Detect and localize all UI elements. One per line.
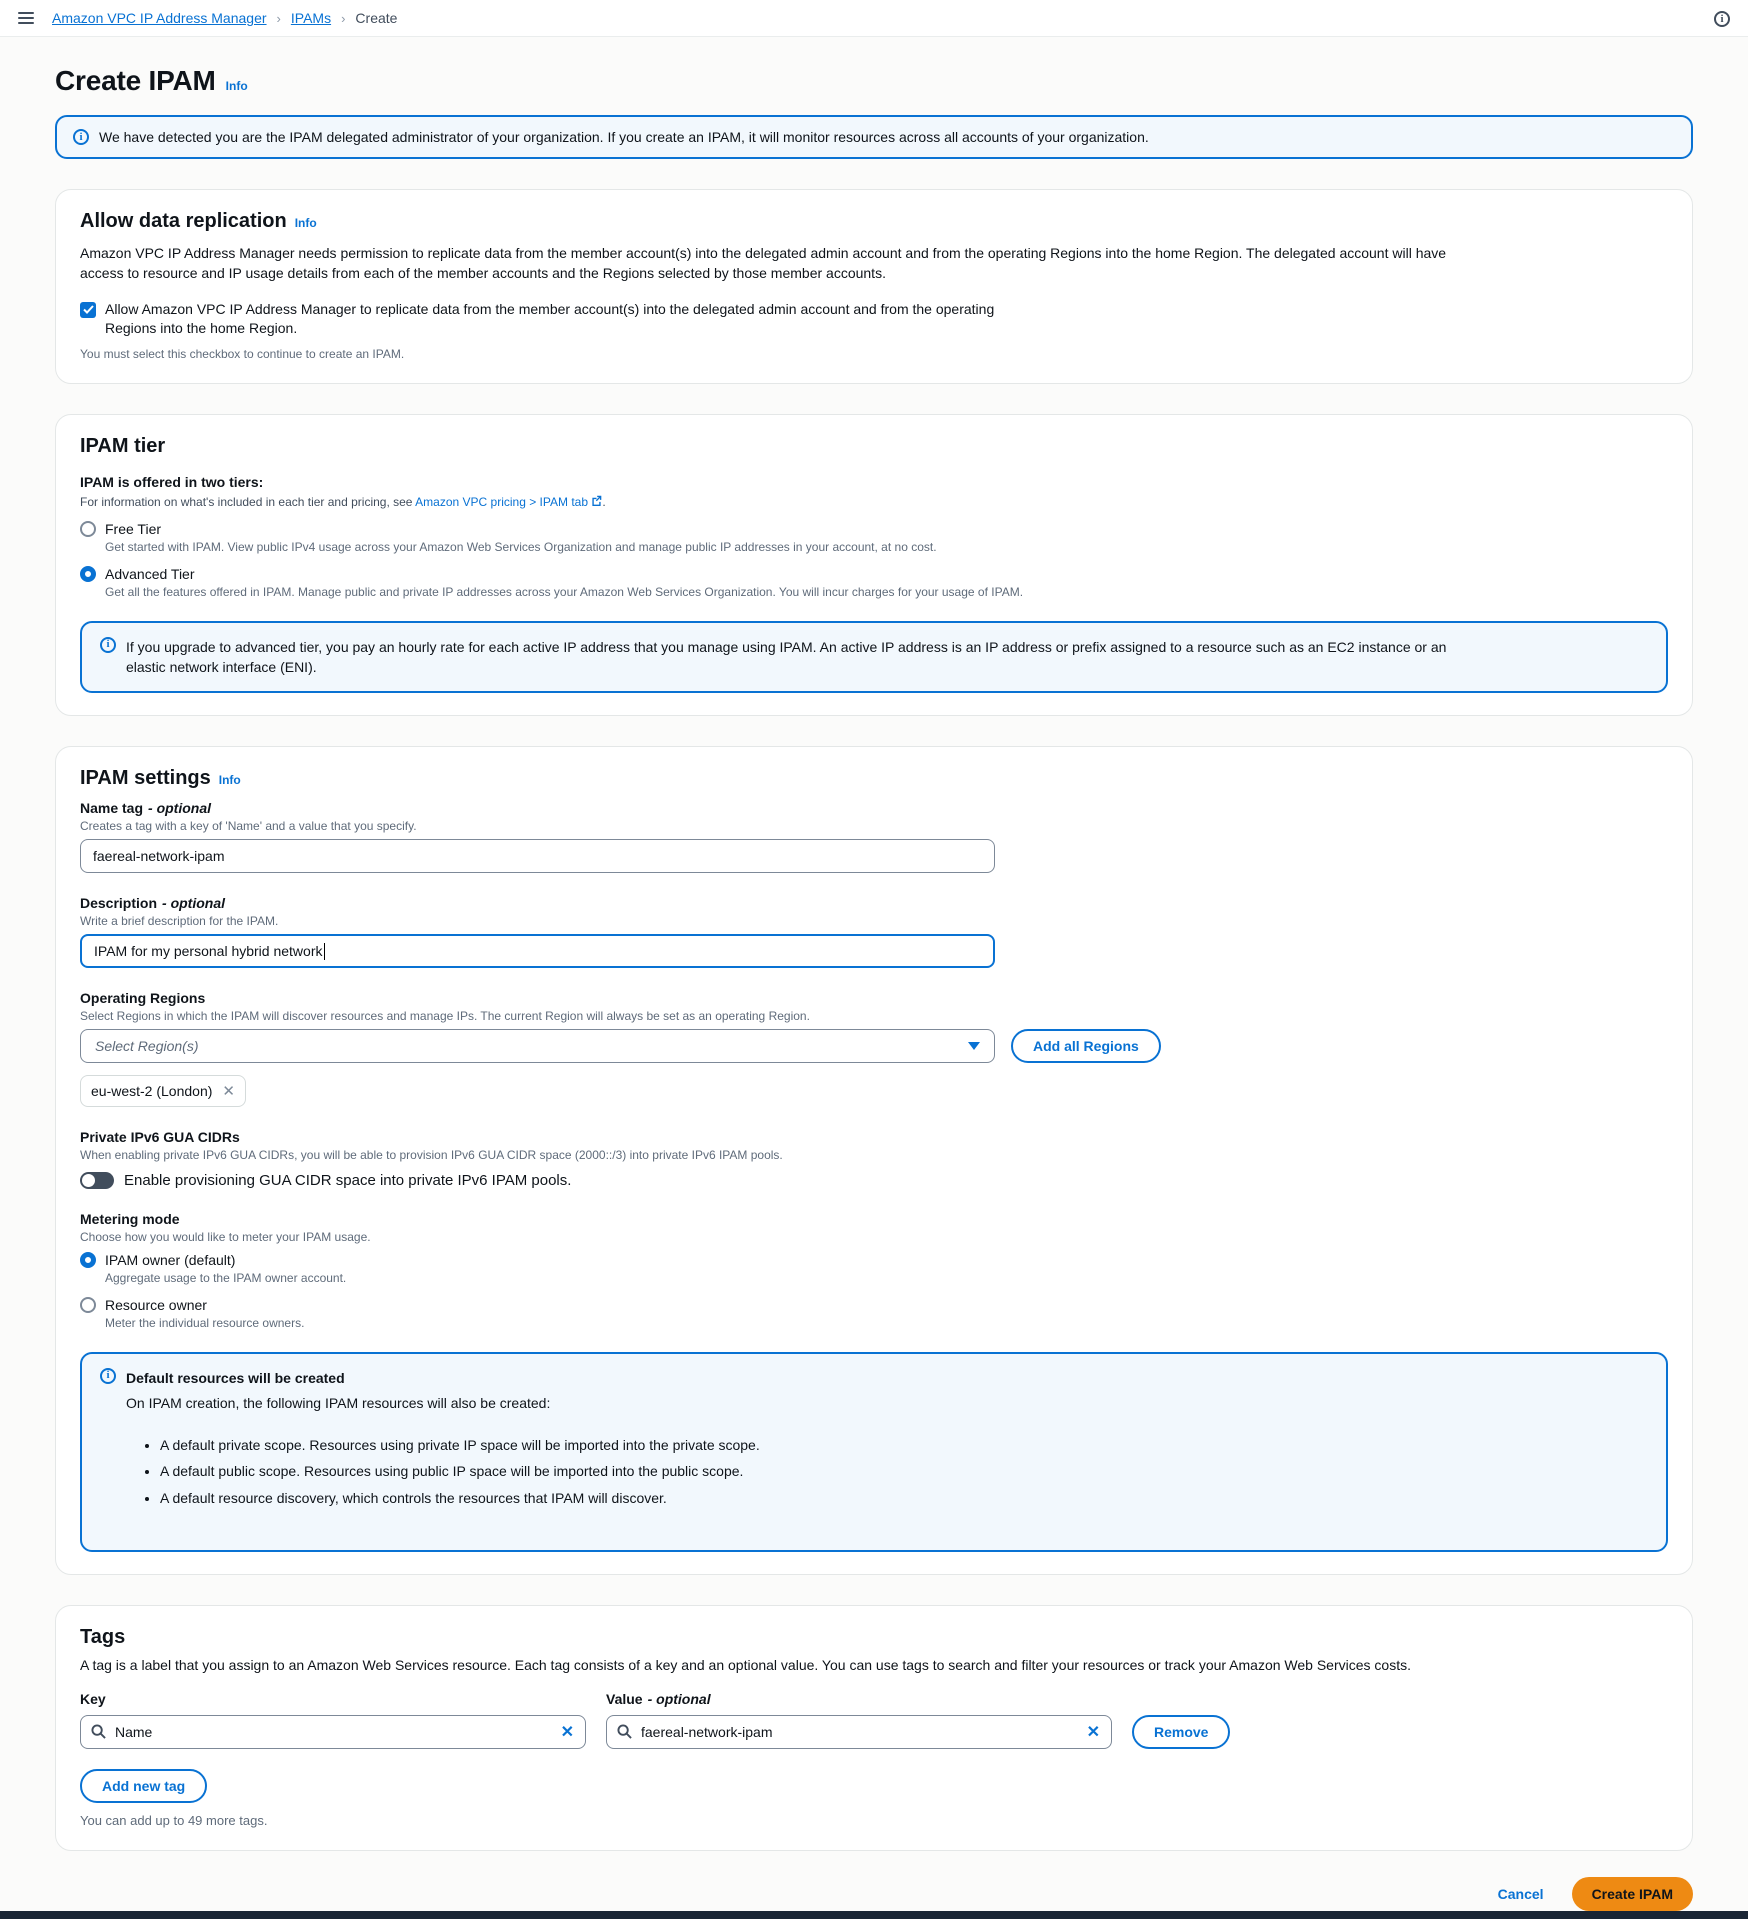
- tag-key-input[interactable]: [80, 1715, 586, 1749]
- ipam-settings-card: [55, 746, 1693, 1574]
- region-select-placeholder: Select Region(s): [95, 1038, 199, 1055]
- replication-heading: Allow data replication: [80, 210, 287, 232]
- tag-limit-text: You can add up to 49 more tags.: [80, 1813, 268, 1829]
- breadcrumb-link-ipam-service[interactable]: Amazon VPC IP Address Manager: [52, 10, 267, 26]
- clear-key-icon[interactable]: ✕: [560, 1724, 574, 1742]
- name-tag-label: Name tag: [80, 800, 144, 817]
- description-help: Write a brief description for the IPAM.: [80, 914, 279, 929]
- create-ipam-button[interactable]: Create IPAM: [1572, 1877, 1693, 1911]
- description-label: Description: [80, 895, 158, 912]
- allow-data-replication-card: [55, 189, 1693, 384]
- resource-owner-description: Meter the individual resource owners.: [105, 1316, 305, 1331]
- info-icon[interactable]: i: [1714, 11, 1730, 27]
- advanced-tier-radio[interactable]: [80, 566, 96, 582]
- replication-description: Amazon VPC IP Address Manager needs permission to replicate data from the member account(s) into the delegated admin account and from the operating Regions into the home Region. The delegated account will have access to resource and IP usage details from each of the member accounts and the Regions selected by those member accounts.: [80, 245, 1447, 282]
- search-icon: [617, 1724, 632, 1739]
- description-value: IPAM for my personal hybrid network: [94, 943, 323, 960]
- tag-key-label: Key: [80, 1691, 106, 1708]
- tier-pricing-suffix: .: [602, 494, 606, 509]
- bottom-bar: [0, 1911, 1748, 1919]
- add-new-tag-button[interactable]: Add new tag: [80, 1769, 207, 1803]
- operating-regions-description: Select Regions in which the IPAM will discover resources and manage IPs. The current Region will always be set as an operating Region.: [80, 1009, 810, 1024]
- replication-info-link[interactable]: Info: [294, 216, 317, 230]
- tags-description: A tag is a label that you assign to an Amazon Web Services resource. Each tag consists of a key and an optional value. You can use tags to search and filter your resources or track your Amazon Web Services costs.: [80, 1656, 1411, 1673]
- resource-owner-radio[interactable]: [80, 1297, 96, 1313]
- ipam-owner-description: Aggregate usage to the IPAM owner account.: [105, 1271, 347, 1286]
- info-icon: i: [73, 129, 89, 145]
- advanced-tier-description: Get all the features offered in IPAM. Manage public and private IP addresses across your Amazon Web Services Organization. You will incur charges for your usage of IPAM.: [105, 584, 1024, 599]
- delegated-admin-banner: [55, 115, 1693, 159]
- text-caret: [324, 943, 326, 960]
- ipam-owner-label[interactable]: IPAM owner (default): [105, 1252, 236, 1269]
- ipam-tier-card: [55, 414, 1693, 717]
- name-tag-optional: - optional: [148, 800, 212, 817]
- remove-region-icon[interactable]: ✕: [222, 1082, 235, 1100]
- replication-checkbox[interactable]: [80, 302, 96, 318]
- gua-label: Private IPv6 GUA CIDRs: [80, 1129, 240, 1146]
- free-tier-description: Get started with IPAM. View public IPv4 usage across your Amazon Web Services Organization and manage public IP addresses in your account, at no cost.: [105, 539, 937, 554]
- tier-pricing-prefix: For information on what's included in each tier and pricing, see: [80, 494, 416, 509]
- search-icon: [91, 1724, 106, 1739]
- banner-text: We have detected you are the IPAM delegated administrator of your organization. If you create an IPAM, it will monitor resources across all accounts of your organization.: [99, 129, 1149, 145]
- tag-value-label: Value: [606, 1691, 643, 1708]
- replication-checkbox-label[interactable]: Allow Amazon VPC IP Address Manager to replicate data from the member account(s) into the delegated admin account and from the operating Regions into the home Region.: [105, 300, 995, 337]
- region-select[interactable]: [80, 1029, 995, 1063]
- metering-mode-label: Metering mode: [80, 1211, 180, 1228]
- chevron-down-icon: [968, 1042, 980, 1050]
- default-resources-alert: [80, 1352, 1668, 1551]
- default-resources-item: • A default private scope. Resources using private IP space will be imported into the private scope.: [160, 1435, 760, 1455]
- top-navigation-bar: [0, 0, 1748, 37]
- region-token: [80, 1075, 246, 1107]
- ipam-owner-radio[interactable]: [80, 1252, 96, 1268]
- tier-heading: IPAM tier: [80, 434, 166, 457]
- advanced-tier-alert-text: If you upgrade to advanced tier, you pay an hourly rate for each active IP address that you manage using IPAM. An active IP address is an IP address or prefix assigned to a resource such as an EC2 instance or an elastic network interface (ENI).: [126, 638, 1447, 676]
- name-tag-description: Creates a tag with a key of 'Name' and a value that you specify.: [80, 819, 417, 834]
- settings-heading: IPAM settings: [80, 767, 211, 790]
- metering-mode-description: Choose how you would like to meter your IPAM usage.: [80, 1230, 371, 1245]
- tags-heading: Tags: [80, 1625, 126, 1648]
- advanced-tier-label[interactable]: Advanced Tier: [105, 565, 195, 582]
- form-actions: [0, 1851, 1748, 1911]
- name-tag-input[interactable]: [80, 839, 995, 873]
- info-icon: i: [100, 637, 116, 653]
- default-resources-item: • A default resource discovery, which controls the resources that IPAM will discover.: [160, 1488, 760, 1508]
- clear-value-icon[interactable]: ✕: [1086, 1724, 1100, 1742]
- default-resources-alert-title: Default resources will be created: [126, 1370, 345, 1387]
- region-token-label: eu-west-2 (London): [91, 1083, 213, 1100]
- default-resources-alert-intro: On IPAM creation, the following IPAM resources will also be created:: [126, 1394, 551, 1411]
- cancel-button[interactable]: Cancel: [1497, 1886, 1544, 1903]
- gua-toggle-label[interactable]: Enable provisioning GUA CIDR space into private IPv6 IPAM pools.: [124, 1172, 572, 1190]
- advanced-tier-pricing-alert: [80, 621, 1668, 694]
- vpc-pricing-link[interactable]: Amazon VPC pricing > IPAM tab: [415, 494, 589, 509]
- tags-card: [55, 1605, 1693, 1851]
- tier-pricing-line: [80, 495, 1668, 509]
- page-info-link[interactable]: Info: [225, 79, 248, 93]
- replication-constraint-text: You must select this checkbox to continue to create an IPAM.: [80, 346, 405, 361]
- default-resources-list: [160, 1435, 760, 1508]
- breadcrumb-separator-icon: ›: [276, 10, 281, 26]
- breadcrumb-current-create: Create: [355, 10, 398, 26]
- external-link-icon: [591, 495, 602, 506]
- breadcrumb: [52, 10, 397, 26]
- free-tier-radio[interactable]: [80, 521, 96, 537]
- tag-value-optional: - optional: [647, 1691, 711, 1708]
- operating-regions-label: Operating Regions: [80, 990, 206, 1007]
- gua-toggle[interactable]: [80, 1172, 114, 1189]
- info-icon: i: [100, 1368, 116, 1384]
- breadcrumb-link-ipams[interactable]: IPAMs: [290, 10, 332, 26]
- breadcrumb-separator-icon: ›: [341, 10, 346, 26]
- page-title: Create IPAM: [55, 65, 216, 96]
- free-tier-label[interactable]: Free Tier: [105, 520, 162, 537]
- description-optional: - optional: [162, 895, 226, 912]
- settings-info-link[interactable]: Info: [218, 773, 241, 788]
- tier-subtitle: IPAM is offered in two tiers:: [80, 473, 264, 490]
- hamburger-menu-icon[interactable]: [18, 12, 34, 24]
- resource-owner-label[interactable]: Resource owner: [105, 1297, 207, 1314]
- description-input[interactable]: [80, 934, 995, 968]
- tag-value-input[interactable]: [606, 1715, 1112, 1749]
- add-all-regions-button[interactable]: Add all Regions: [1011, 1029, 1161, 1063]
- default-resources-item: • A default public scope. Resources using public IP space will be imported into the public scope.: [160, 1461, 760, 1481]
- gua-description: When enabling private IPv6 GUA CIDRs, you will be able to provision IPv6 GUA CIDR space (2000::/3) into private IPv6 IPAM pools.: [80, 1148, 783, 1163]
- remove-tag-button[interactable]: Remove: [1132, 1715, 1230, 1749]
